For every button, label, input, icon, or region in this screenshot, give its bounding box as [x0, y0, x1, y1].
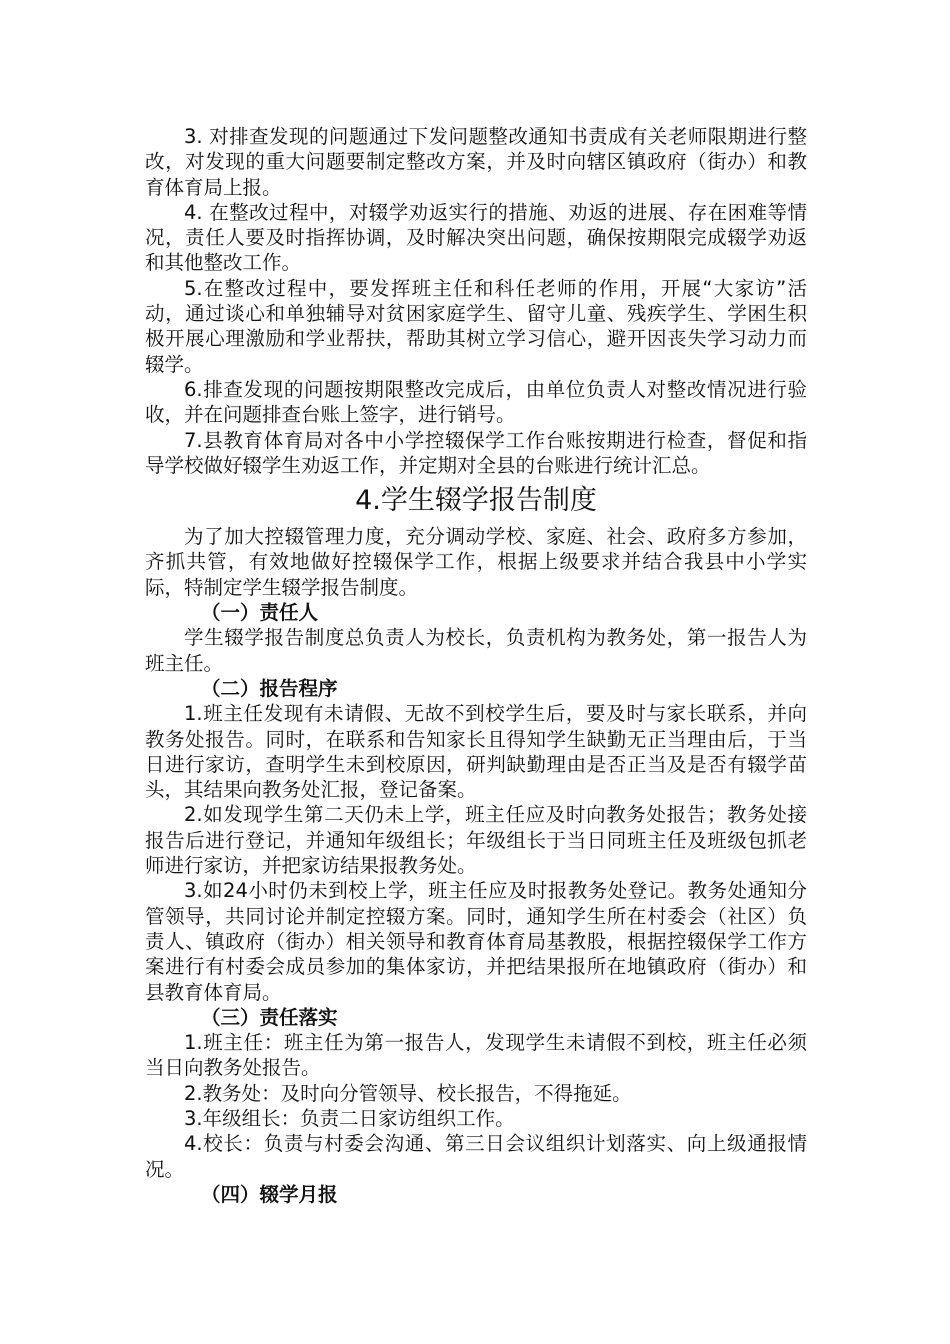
subsection-title-report-procedure: （二）报告程序 — [201, 676, 338, 700]
paragraph-item-6: 6.排查发现的问题按期限整改完成后，由单位负责人对整改情况进行验收，并在问题排查台账上签字，进行销号。 — [145, 377, 807, 427]
subsection-title-responsible-person: （一）责任人 — [201, 601, 319, 625]
paragraph-item-3: 3. 对排查发现的问题通过下发问题整改通知书责成有关老师限期进行整改，对发现的重大问题要制定整改方案，并及时向辖区镇政府（街办）和教育体育局上报。 — [145, 125, 807, 199]
responsibility-item-3: 3.年级组长：负责二日家访组织工作。 — [184, 1106, 515, 1130]
procedure-item-2: 2.如发现学生第二天仍未上学，班主任应及时向教务处报告；教务处接报告后进行登记，并通知年级组长；年级组长于当日同班主任及班级包抓老师进行家访，并把家访结果报教务处。 — [145, 803, 807, 878]
responsibility-item-2: 2.教务处：及时向分管领导、校长报告，不得拖延。 — [184, 1081, 632, 1105]
intro-paragraph: 为了加大控辍管理力度，充分调动学校、家庭、社会、政府多方参加，齐抓共管，有效地做好控辍保学工作，根据上级要求并结合我县中小学实际，特制定学生辍学报告制度。 — [145, 525, 807, 599]
procedure-item-1: 1.班主任发现有未请假、无故不到校学生后，要及时与家长联系，并向教务处报告。同时，在联系和告知家长且得知学生缺勤无正当理由后，于当日进行家访，查明学生未到校原因，研判缺勤理由是否正当及是否有辍学苗头，其结果向教务处汇报，登记备案。 — [145, 702, 807, 802]
responsibility-item-4: 4.校长：负责与村委会沟通、第三日会议组织计划落实、向上级通报情况。 — [145, 1132, 807, 1181]
paragraph-item-5: 5.在整改过程中，要发挥班主任和科任老师的作用，开展“大家访”活动，通过谈心和单独辅导对贫困家庭学生、留守儿童、残疾学生、学困生积极开展心理激励和学业帮扶，帮助其树立学习信心，避开因丧失学习动力而辍学。 — [145, 276, 807, 376]
document-page — [145, 124, 807, 1207]
section-title: 4.学生辍学报告制度 — [355, 485, 597, 517]
responsibility-item-1: 1.班主任：班主任为第一报告人，发现学生未请假不到校，班主任必须当日向教务处报告。 — [145, 1031, 807, 1080]
subsection-title-monthly-report: （四）辍学月报 — [201, 1182, 338, 1206]
subsection-title-responsibility: （三）责任落实 — [201, 1005, 338, 1029]
paragraph-item-7: 7.县教育体育局对各中小学控辍保学工作台账按期进行检查，督促和指导学校做好辍学生劝返工作，并定期对全县的台账进行统计汇总。 — [145, 428, 807, 477]
responsible-person-text: 学生辍学报告制度总负责人为校长，负责机构为教务处，第一报告人为班主任。 — [145, 626, 807, 675]
procedure-item-3: 3.如24小时仍未到校上学，班主任应及时报教务处登记。教务处通知分管领导，共同讨论并制定控辍方案。同时，通知学生所在村委会（社区）负责人、镇政府（街办）相关领导和教育体育局基教股，根据控辍保学工作方案进行有村委会成员参加的集体家访，并把结果报所在地镇政府（街办）和县教育体育局。 — [145, 879, 807, 1004]
paragraph-item-4: 4. 在整改过程中，对辍学劝返实行的措施、劝返的进展、存在困难等情况，责任人要及时指挥协调，及时解决突出问题，确保按期限完成辍学劝返和其他整改工作。 — [145, 200, 807, 275]
